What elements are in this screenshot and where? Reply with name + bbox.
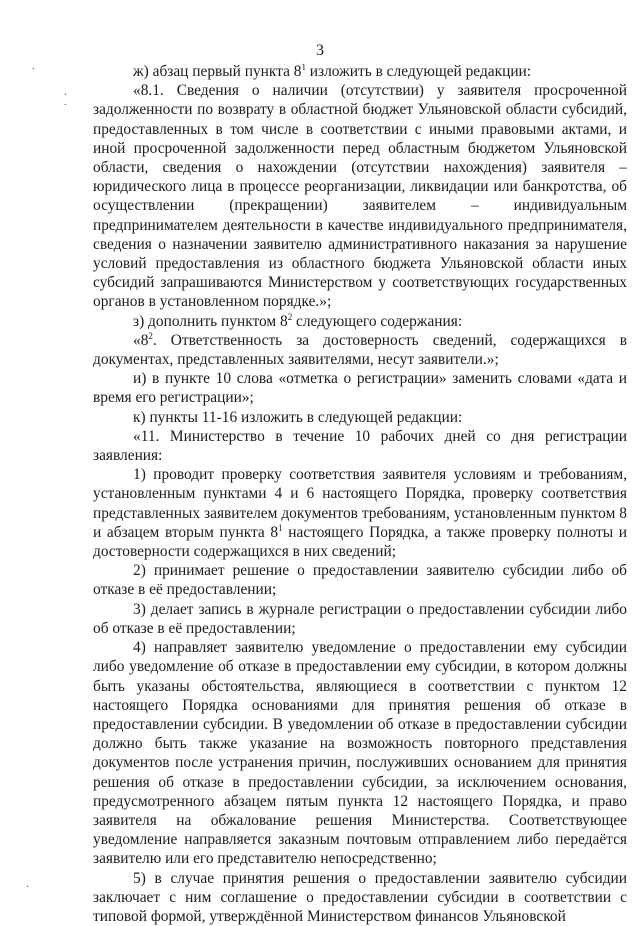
paragraph-amend-k: к) пункты 11-16 изложить в следующей редакции:	[133, 408, 463, 426]
paragraph-8-2: «$8^2$. Ответственность за достоверность сведений, содержащихся в документах, представленных заявителями, несут заявители.»;	[93, 330, 627, 369]
list-item-3: 3) делает запись в журнале регистрации о предоставлении субсидии либо об отказе в её предоставлении;	[93, 600, 627, 637]
margin-mark: .	[32, 61, 35, 72]
page-number: 3	[316, 42, 324, 59]
document-body	[93, 62, 627, 926]
list-item-4: 4) направляет заявителю уведомление о предоставлении ему субсидии либо уведомление об отказе в предоставлении ему субсидии, в котором должны быть указаны обстоятельства, являющиеся в соответствии с пунктом 12 настоящего Порядка основаниями для принятия решения об отказе в предоставлении субсидии. В уведомлении об отказе в предоставлении субсидии должно быть также указание на возможность повторного представления документов после устранения причин, послуживших основанием для принятия решения об отказе в предоставлении субсидии, за исключением основания, предусмотренного абзацем пятым пункта 12 настоящего Порядка, и право заявителя на обжалование решения Министерства. Соответствующее уведомление направляется заказным почтовым отправлением либо передаётся заявителю или его представителю непосредственно;	[93, 639, 627, 868]
list-item-5: 5) в случае принятия решения о предоставлении заявителю субсидии заключает с ним соглашение о предоставлении субсидии в соответствии с типовой формой, утверждённой Министерством финансов Ульяновской	[93, 869, 627, 925]
paragraph-8-1: «8.1. Сведения о наличии (отсутствии) у заявителя просроченной задолженности по возврату в областной бюджет Ульяновской области субсидий, предоставленных в том числе в соответствии с иными правовыми актами, и иной просроченной задолженности перед областным бюджетом Ульяновской области, сведения о нахождении (отсутствии нахождения) заявителя – юридического лица в процессе реорганизации, ликвидации или банкротства, об осуществлении (прекращении) заявителем – индивидуальным предпринимателем деятельности в качестве индивидуального предпринимателя, сведения о назначении заявителю административного наказания за нарушение условий предоставления из областного бюджета Ульяновской области иных субсидий запрашиваются Министерством у соответствующих государственных органов в установленном порядке.»;	[93, 82, 627, 311]
margin-mark: .	[64, 87, 67, 98]
list-item-2: 2) принимает решение о предоставлении заявителю субсидии либо об отказе в её предоставлении;	[93, 562, 627, 599]
margin-mark: .	[26, 879, 29, 890]
margin-mark: .	[64, 97, 67, 108]
paragraph-amend-z: з) дополнить пунктом $8^2$ следующего содержания:	[133, 311, 463, 330]
list-item-1: 1) проводит проверку соответствия заявителя условиям и требованиям, установленным пунктами 4 и 6 настоящего Порядка, проверку соответствия представленных заявителем документов требованиям, установленным пунктом 8 и абзацем вторым пункта $8^1$ настоящего Порядка, а также проверку полноты и достоверности содержащихся в них сведений;	[93, 466, 627, 561]
paragraph-amend-zh: ж) абзац первый пункта $8^1$ изложить в следующей редакции:	[133, 62, 532, 80]
paragraph-11: «11. Министерство в течение 10 рабочих дней со дня регистрации заявления:	[93, 427, 627, 465]
paragraph-amend-i: и) в пункте 10 слова «отметка о регистрации» заменить словами «дата и время его регистрации»;	[93, 370, 627, 407]
